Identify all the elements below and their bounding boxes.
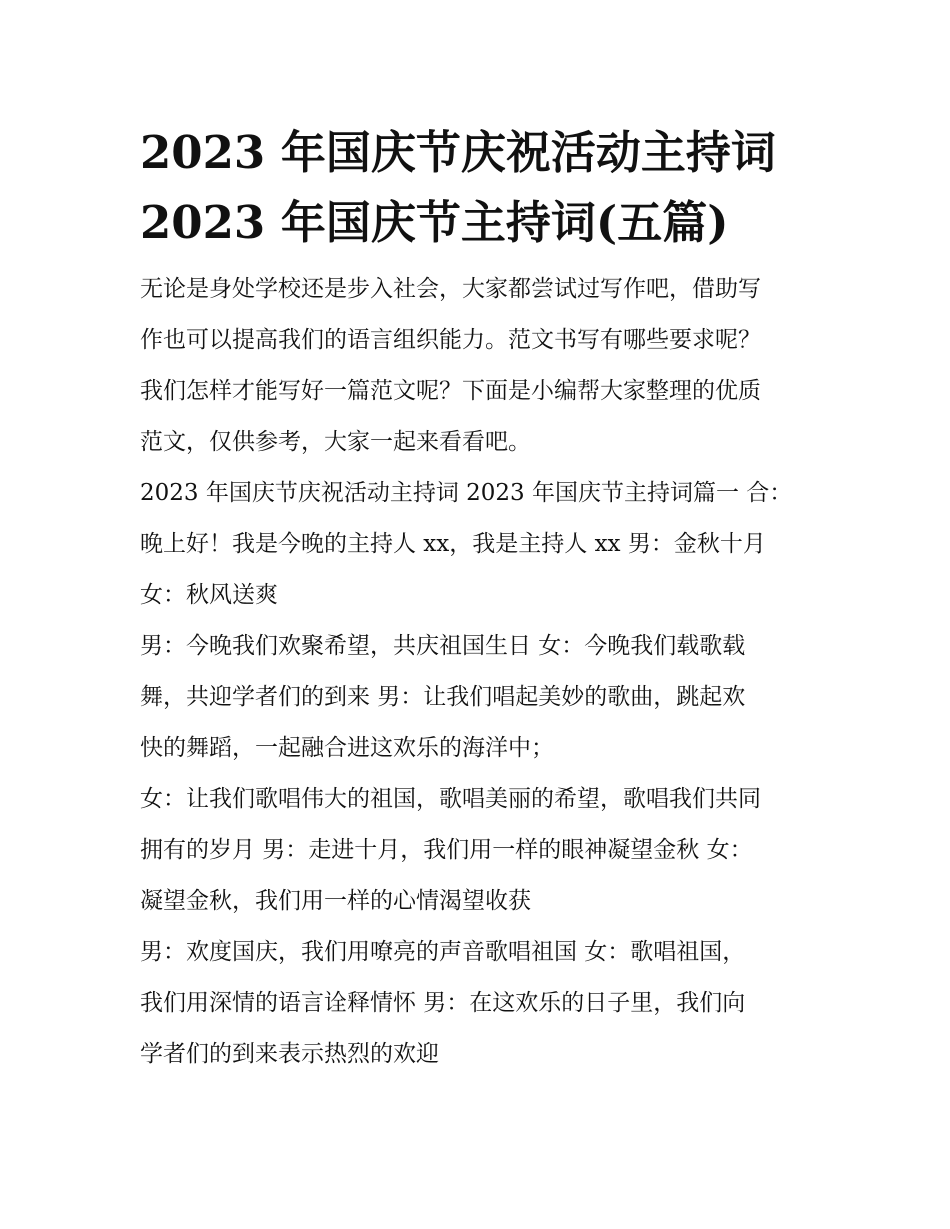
title-line: 2023 年国庆节主持词(五篇) — [140, 196, 729, 249]
text-line: 凝望金秋，我们用一样的心情渴望收获 — [140, 888, 531, 914]
text-line: 快的舞蹈，一起融合进这欢乐的海洋中； — [140, 735, 554, 761]
script-paragraph — [140, 927, 820, 1080]
document-title — [140, 118, 820, 258]
text-line: 作也可以提高我们的语言组织能力。范文书写有哪些要求呢？ — [140, 327, 761, 353]
text-line: 女：秋风送爽 — [140, 582, 278, 608]
text-line: 晚上好！我是今晚的主持人 xx，我是主持人 xx 男：金秋十月 — [140, 531, 766, 557]
document-page — [140, 118, 820, 1080]
text-line: 拥有的岁月 男：走进十月，我们用一样的眼神凝望金秋 女： — [140, 837, 753, 863]
text-line: 2023 年国庆节庆祝活动主持词 2023 年国庆节主持词篇一 合： — [140, 480, 793, 506]
script-paragraph — [140, 774, 820, 927]
title-line: 2023 年国庆节庆祝活动主持词 — [140, 126, 776, 179]
text-line: 我们怎样才能写好一篇范文呢？下面是小编帮大家整理的优质 — [140, 378, 761, 404]
text-line: 女：让我们歌唱伟大的祖国，歌唱美丽的希望，歌唱我们共同 — [140, 786, 761, 812]
text-line: 学者们的到来表示热烈的欢迎 — [140, 1041, 439, 1067]
text-line: 男：今晚我们欢聚希望，共庆祖国生日 女：今晚我们载歌载 — [140, 633, 746, 659]
text-line: 舞，共迎学者们的到来 男：让我们唱起美妙的歌曲，跳起欢 — [140, 684, 746, 710]
intro-paragraph — [140, 264, 820, 468]
text-line: 范文，仅供参考，大家一起来看看吧。 — [140, 429, 531, 455]
script-paragraph — [140, 621, 820, 774]
text-line: 我们用深情的语言诠释情怀 男：在这欢乐的日子里，我们向 — [140, 990, 746, 1016]
text-line: 男：欢度国庆，我们用嘹亮的声音歌唱祖国 女：歌唱祖国， — [140, 939, 746, 965]
text-line: 无论是身处学校还是步入社会，大家都尝试过写作吧，借助写 — [140, 276, 761, 302]
script-paragraph — [140, 468, 820, 621]
